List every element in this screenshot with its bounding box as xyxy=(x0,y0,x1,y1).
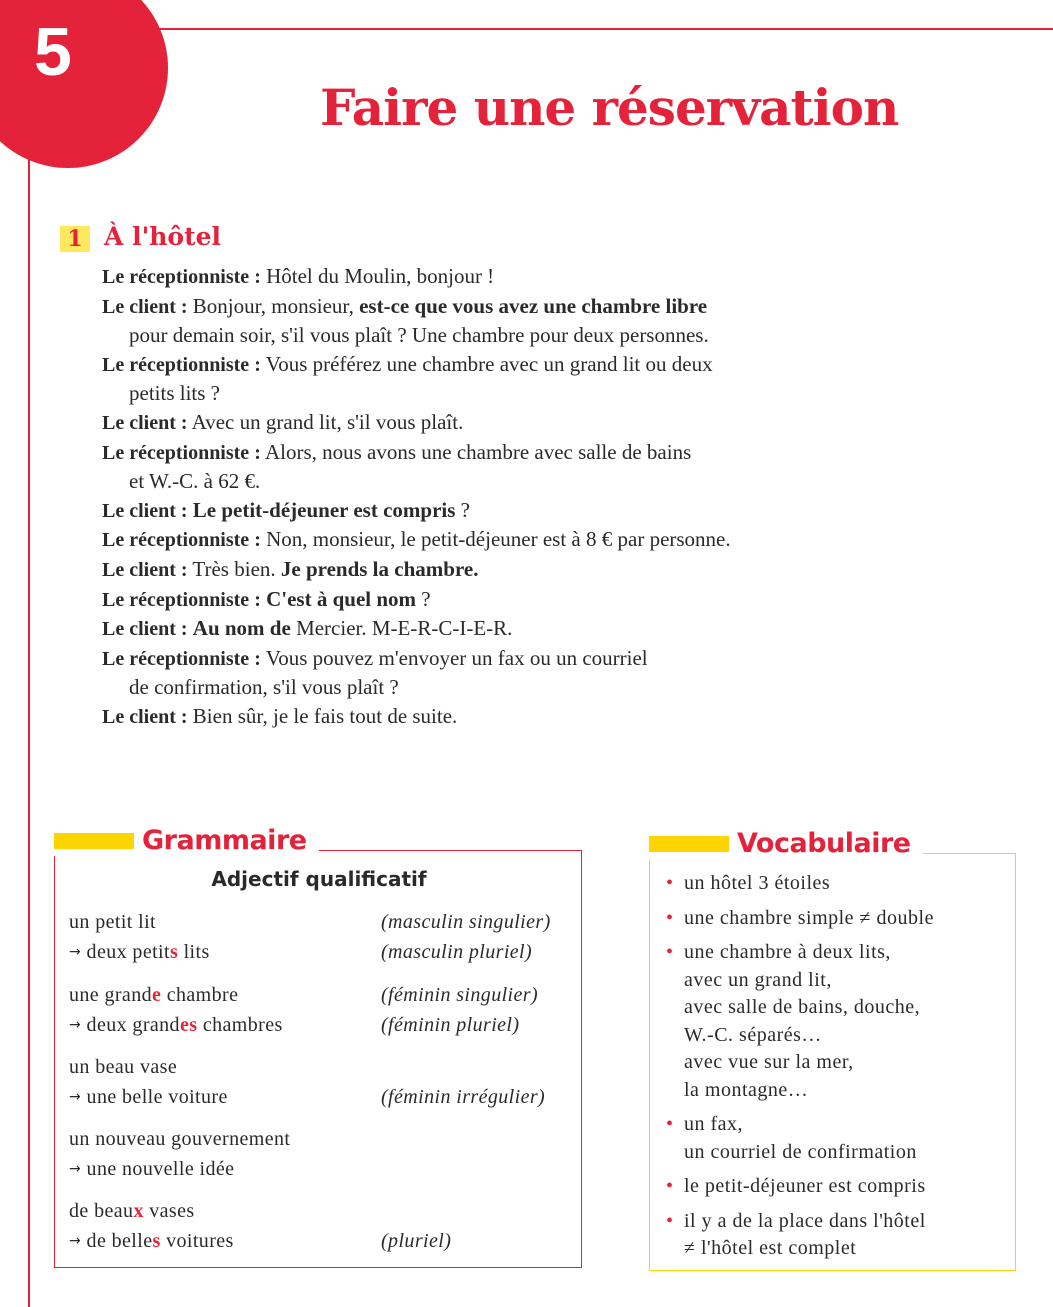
ending-highlight: s xyxy=(152,1230,161,1252)
grammar-title: Grammaire xyxy=(142,825,307,856)
grammar-row xyxy=(69,1086,569,1109)
key-phrase: est-ce que vous avez une chambre libre xyxy=(359,293,708,318)
speaker-label: Le client : xyxy=(102,499,188,522)
yellow-bar xyxy=(54,833,134,849)
ending-highlight: s xyxy=(169,941,179,963)
chapter-badge xyxy=(0,0,168,168)
key-phrase: Au nom de xyxy=(192,616,291,641)
dialogue-line xyxy=(102,555,902,585)
speaker-label: Le réceptionniste : xyxy=(102,441,261,464)
bullet-icon: • xyxy=(666,906,674,929)
page-title: Faire une réservation xyxy=(320,78,899,137)
ending-highlight: x xyxy=(133,1200,144,1222)
vocabulary-line: la montagne… xyxy=(684,1078,809,1101)
grammar-note: (féminin pluriel) xyxy=(381,1014,520,1036)
arrow-icon: → xyxy=(69,1089,82,1105)
dialogue-text: Non, monsieur, le petit-déjeuner est à 8 € par personne. xyxy=(266,527,731,552)
vocabulary-header xyxy=(649,828,923,859)
grammar-row xyxy=(69,984,569,1007)
vocabulary-title: Vocabulaire xyxy=(737,828,911,859)
vocabulary-line: avec un grand lit, xyxy=(684,968,832,991)
speaker-label: Le client : xyxy=(102,705,188,728)
grammar-example: un petit lit xyxy=(69,911,157,933)
yellow-bar xyxy=(649,836,729,852)
vocabulary-box xyxy=(649,828,1016,1271)
grammar-example: un beau vase xyxy=(69,1056,178,1078)
bullet-icon: • xyxy=(666,1113,674,1135)
dialogue-text: Alors, nous avons une chambre avec salle de bains xyxy=(264,439,692,464)
key-phrase: Le petit-déjeuner est compris xyxy=(192,497,456,522)
grammar-row xyxy=(69,1200,569,1223)
arrow-icon: → xyxy=(69,1233,82,1249)
grammar-row xyxy=(69,1128,569,1151)
section-title: À l'hôtel xyxy=(104,222,222,251)
vocabulary-line: W.-C. séparés… xyxy=(684,1023,822,1046)
vocabulary-line: une chambre à deux lits, xyxy=(684,941,891,963)
dialogue-continuation: de confirmation, s'il vous plaît ? xyxy=(129,675,399,700)
grammar-example: une grand xyxy=(69,984,153,1006)
grammar-row xyxy=(69,911,569,934)
grammar-example: une nouvelle idée xyxy=(86,1158,235,1180)
grammar-example: voitures xyxy=(160,1230,234,1252)
left-border-line xyxy=(28,28,30,1307)
grammar-box xyxy=(54,825,582,1268)
vocabulary-list xyxy=(664,870,934,1270)
grammar-note: (masculin pluriel) xyxy=(381,941,533,963)
grammar-example: une belle voiture xyxy=(86,1086,228,1108)
grammar-example: deux petit xyxy=(86,941,170,963)
speaker-label: Le réceptionniste : xyxy=(102,647,261,670)
grammar-example: de belle xyxy=(86,1230,153,1252)
grammar-note: (féminin irrégulier) xyxy=(381,1086,546,1108)
dialogue-continuation: et W.-C. à 62 €. xyxy=(129,469,261,494)
dialogue-line xyxy=(102,644,902,674)
grammar-row xyxy=(69,941,569,964)
dialogue-line xyxy=(102,525,902,555)
grammar-row xyxy=(69,1230,569,1253)
vocabulary-item xyxy=(664,1208,934,1263)
vocabulary-line: un courriel de confirmation xyxy=(684,1140,917,1163)
speaker-label: Le client : xyxy=(102,295,188,318)
dialogue-continuation: petits lits ? xyxy=(129,381,220,406)
dialogue-continuation: pour demain soir, s'il vous plaît ? Une chambre pour deux personnes. xyxy=(129,323,709,348)
dialogue-text: ? xyxy=(455,497,470,522)
arrow-icon: → xyxy=(69,1017,82,1033)
vocabulary-line: avec vue sur la mer, xyxy=(684,1051,854,1073)
grammar-example: vases xyxy=(143,1200,195,1222)
dialogue-line xyxy=(102,585,902,615)
vocabulary-item xyxy=(664,939,934,1104)
dialogue-text: Hôtel du Moulin, bonjour ! xyxy=(266,264,495,288)
vocabulary-line: ≠ l'hôtel est complet xyxy=(684,1237,857,1259)
dialogue-line xyxy=(102,292,902,322)
grammar-note: (féminin singulier) xyxy=(381,984,539,1006)
dialogue-line xyxy=(102,350,902,380)
dialogue-line xyxy=(102,438,902,468)
section-number: 1 xyxy=(60,226,90,252)
speaker-label: Le réceptionniste : xyxy=(102,353,261,376)
dialogue-line xyxy=(102,702,902,732)
bullet-icon: • xyxy=(666,1209,674,1232)
grammar-example: lits xyxy=(178,941,210,963)
speaker-label: Le réceptionniste : xyxy=(102,588,261,611)
ending-highlight: es xyxy=(179,1014,198,1036)
grammar-note: (pluriel) xyxy=(381,1230,452,1252)
dialogue-text: Vous pouvez m'envoyer un fax ou un courriel xyxy=(265,645,648,670)
grammar-example: de beau xyxy=(69,1200,134,1222)
ending-highlight: e xyxy=(152,984,162,1006)
vocabulary-line: il y a de la place dans l'hôtel xyxy=(684,1209,926,1232)
speaker-label: Le client : xyxy=(102,558,188,581)
dialogue-text: Mercier. M-E-R-C-I-E-R. xyxy=(290,616,513,641)
key-phrase: Je prends la chambre. xyxy=(280,556,479,581)
grammar-example: un nouveau gouvernement xyxy=(69,1128,291,1150)
bullet-icon: • xyxy=(666,872,674,894)
vocabulary-line: le petit-déjeuner est compris xyxy=(684,1175,926,1197)
dialogue-text: Avec un grand lit, s'il vous plaît. xyxy=(191,409,464,434)
vocabulary-item xyxy=(664,1111,934,1166)
grammar-row xyxy=(69,1158,569,1181)
dialogue xyxy=(102,262,902,732)
key-phrase: C'est à quel nom xyxy=(266,586,417,611)
speaker-label: Le réceptionniste : xyxy=(102,529,261,552)
bullet-icon: • xyxy=(666,941,674,963)
chapter-number: 5 xyxy=(34,14,72,90)
grammar-header xyxy=(54,825,319,856)
vocabulary-item xyxy=(664,870,934,898)
bullet-icon: • xyxy=(666,1175,674,1197)
grammar-row xyxy=(69,1014,569,1037)
grammar-example: deux grand xyxy=(86,1014,180,1036)
dialogue-line xyxy=(102,496,902,526)
vocabulary-line: une chambre simple ≠ double xyxy=(684,906,934,929)
vocabulary-line: un fax, xyxy=(684,1113,744,1135)
top-border-line xyxy=(30,28,1053,30)
dialogue-text: Très bien. xyxy=(192,556,281,581)
vocabulary-line: avec salle de bains, douche, xyxy=(684,996,921,1018)
dialogue-line xyxy=(102,408,902,438)
speaker-label: Le réceptionniste : xyxy=(102,266,261,288)
speaker-label: Le client : xyxy=(102,411,188,434)
vocabulary-item xyxy=(664,905,934,933)
grammar-note: (masculin singulier) xyxy=(381,911,551,933)
dialogue-line xyxy=(102,262,902,292)
grammar-example: chambres xyxy=(197,1014,283,1036)
vocabulary-item xyxy=(664,1173,934,1201)
grammar-subtitle: Adjectif qualificatif xyxy=(211,867,427,891)
arrow-icon: → xyxy=(69,1161,82,1177)
speaker-label: Le client : xyxy=(102,618,188,641)
dialogue-text: Vous préférez une chambre avec un grand lit ou deux xyxy=(265,351,713,376)
dialogue-text: Bonjour, monsieur, xyxy=(192,293,360,318)
grammar-row xyxy=(69,1056,569,1079)
dialogue-text: ? xyxy=(416,586,431,611)
dialogue-line xyxy=(102,614,902,644)
vocabulary-line: un hôtel 3 étoiles xyxy=(684,872,831,894)
grammar-example: chambre xyxy=(161,984,239,1006)
dialogue-text: Bien sûr, je le fais tout de suite. xyxy=(192,703,458,728)
arrow-icon: → xyxy=(69,944,82,960)
